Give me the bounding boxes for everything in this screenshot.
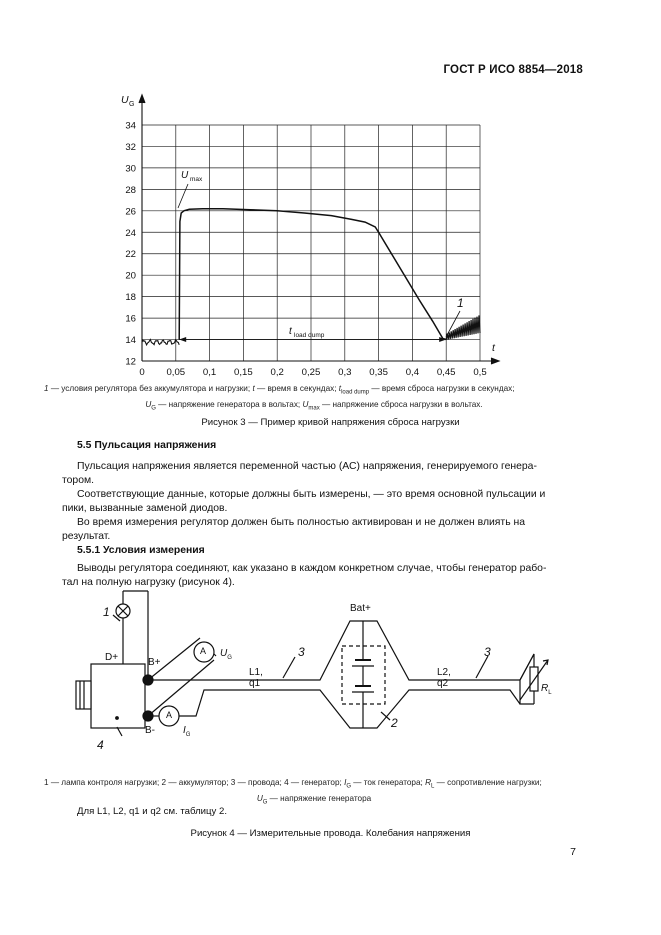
legend-subscript: G [262, 799, 268, 806]
legend-text: 1 — лампа контроля нагрузки; 2 — аккумулятор; 3 — провода; 4 — генератор; [44, 778, 345, 787]
y-tick-label: 30 [125, 163, 136, 175]
wire-l2-q2 [179, 690, 520, 728]
y-tick-label: 26 [125, 206, 136, 218]
tload-subscript: load dump [294, 332, 325, 339]
tload-label: t [289, 326, 292, 337]
umax-label: U [181, 170, 189, 181]
figure-3-caption: Рисунок 3 — Пример кривой напряжения сброса нагрузки [201, 417, 460, 428]
legend-subscript: G [151, 405, 156, 412]
ammeter-label: A [166, 710, 173, 720]
y-axis-arrow [139, 95, 145, 103]
symbol-u: U [220, 648, 228, 659]
label-1: 1 [103, 605, 110, 619]
x-tick-label: 0 [139, 367, 145, 378]
legend-text: — сопротивление нагрузки; [434, 778, 542, 787]
x-tick-label: 0,3 [338, 367, 352, 378]
label-rl [541, 683, 552, 696]
label-b-plus: B+ [148, 657, 161, 668]
legend-text: — напряжение генератора [267, 793, 372, 803]
y-tick-label: 34 [125, 120, 136, 132]
label-2: 2 [391, 716, 398, 730]
figure-4-legend [44, 777, 584, 808]
y-tick-label: 20 [125, 270, 136, 282]
label-d-plus: D+ [105, 652, 119, 663]
symbol-r: R [541, 683, 549, 694]
text-line: результат. [62, 531, 111, 542]
voltage-curve [179, 209, 446, 340]
section-5-5-paragraph-3: Во время измерения регулятор должен быть полностью активирован и не должен влиять на [77, 517, 526, 528]
umax-leader [178, 184, 188, 208]
y-tick-label: 16 [125, 313, 136, 325]
text-line: тором. [62, 475, 95, 486]
legend-symbol-u: U [302, 399, 309, 409]
section-5-5-1-heading: 5.5.1 Условия измерения [77, 545, 205, 556]
text-line: Пульсация напряжения является переменной частью (АС) напряжения, генерируемого генера- [77, 461, 537, 472]
x-axis-arrow [491, 358, 499, 364]
y-tick-label: 12 [125, 356, 136, 368]
page-number: 7 [570, 846, 576, 858]
label-l1-q1: L1, q1 [249, 667, 263, 689]
legend-text: — время в секундах; [254, 384, 339, 393]
legend-symbol-u: U [145, 399, 152, 409]
tload-arrow-left [179, 337, 186, 342]
legend-symbol-t: t [252, 384, 255, 393]
umax-subscript: max [190, 176, 203, 183]
legend-text: — время сброса нагрузки в секундах; [369, 384, 515, 393]
subscript: L [548, 690, 552, 696]
x-tick-label: 0,25 [301, 367, 321, 378]
legend-symbol-u: U [256, 793, 263, 803]
label-ug [220, 648, 232, 661]
legend-subscript: load dump [341, 389, 370, 396]
x-tick-label: 0,1 [202, 367, 217, 378]
x-tick-label: 0,4 [405, 367, 420, 378]
y-axis-subscript: G [129, 101, 135, 108]
voltmeter-label: A [200, 646, 207, 656]
label-ig [183, 725, 190, 738]
legend-symbol-t: t [338, 384, 342, 393]
marker-1: 1 [457, 296, 464, 310]
subscript: G [227, 655, 232, 661]
label-3b: 3 [484, 645, 491, 659]
generator-center-dot [116, 717, 119, 720]
figure-3-legend [44, 383, 584, 414]
chart-axes [139, 95, 499, 364]
legend-text: — напряжение генератора в вольтах; [155, 399, 303, 409]
x-tick-label: 0,05 [166, 367, 186, 378]
figure-4-note: Для L1, L2, q1 и q2 см. таблицу 2. [77, 806, 227, 817]
legend-subscript: max [308, 405, 320, 412]
x-tick-label: 0,45 [436, 367, 456, 378]
x-tick-label: 0,2 [270, 367, 284, 378]
x-tick-label: 0,35 [369, 367, 388, 378]
section-5-5-paragraph-1 [77, 460, 583, 474]
text-line: тал на полную нагрузку (рисунок 4). [62, 577, 235, 588]
label-bat-plus: Bat+ [350, 603, 371, 614]
figure-4-caption: Рисунок 4 — Измерительные провода. Колебания напряжения [190, 828, 471, 839]
y-tick-label: 24 [125, 227, 136, 239]
subscript: G [185, 732, 191, 738]
label-b-minus: B- [145, 725, 155, 736]
y-axis-label: U [121, 94, 129, 106]
legend-text: — ток генератора; [351, 778, 426, 787]
figure-4-diagram [60, 585, 580, 770]
legend-symbol-r: R [425, 778, 431, 787]
pre-dump-signal [142, 340, 179, 345]
figure-3-chart [100, 88, 520, 378]
label-l2-q2: L2, q2 [437, 667, 451, 689]
label-3a: 3 [298, 645, 305, 659]
y-tick-label: 28 [125, 184, 136, 196]
symbol-i: I [183, 725, 186, 736]
legend-number-1: 1 [44, 384, 49, 393]
legend-text: — напряжение сброса нагрузки в вольтах. [319, 399, 483, 409]
x-tick-label: 0,15 [234, 367, 253, 378]
y-tick-label: 22 [125, 249, 136, 261]
legend-subscript: L [431, 783, 435, 790]
text-line: пики, вызванные заменой диодов. [62, 503, 228, 514]
section-5-5-heading: 5.5 Пульсация напряжения [77, 440, 217, 451]
x-tick-label: 0,5 [473, 367, 487, 378]
legend-text: — условия регулятора без аккумулятора и нагрузки; [48, 384, 253, 393]
chart-grid [142, 125, 480, 361]
label-4: 4 [97, 738, 104, 752]
legend-subscript: G [346, 783, 352, 790]
section-5-5-1-paragraph: Выводы регулятора соединяют, как указано в каждом конкретном случае, чтобы генератор рабо- [77, 563, 547, 574]
y-tick-label: 18 [125, 292, 136, 304]
y-tick-label: 14 [125, 335, 136, 347]
document-id: ГОСТ Р ИСО 8854—2018 [443, 64, 583, 76]
section-5-5-paragraph-2: Соответствующие данные, которые должны быть измерены, — это время основной пульсации и [77, 489, 546, 500]
legend-symbol-i: I [344, 778, 347, 787]
y-tick-label: 32 [125, 141, 136, 153]
x-axis-label: t [492, 342, 495, 354]
